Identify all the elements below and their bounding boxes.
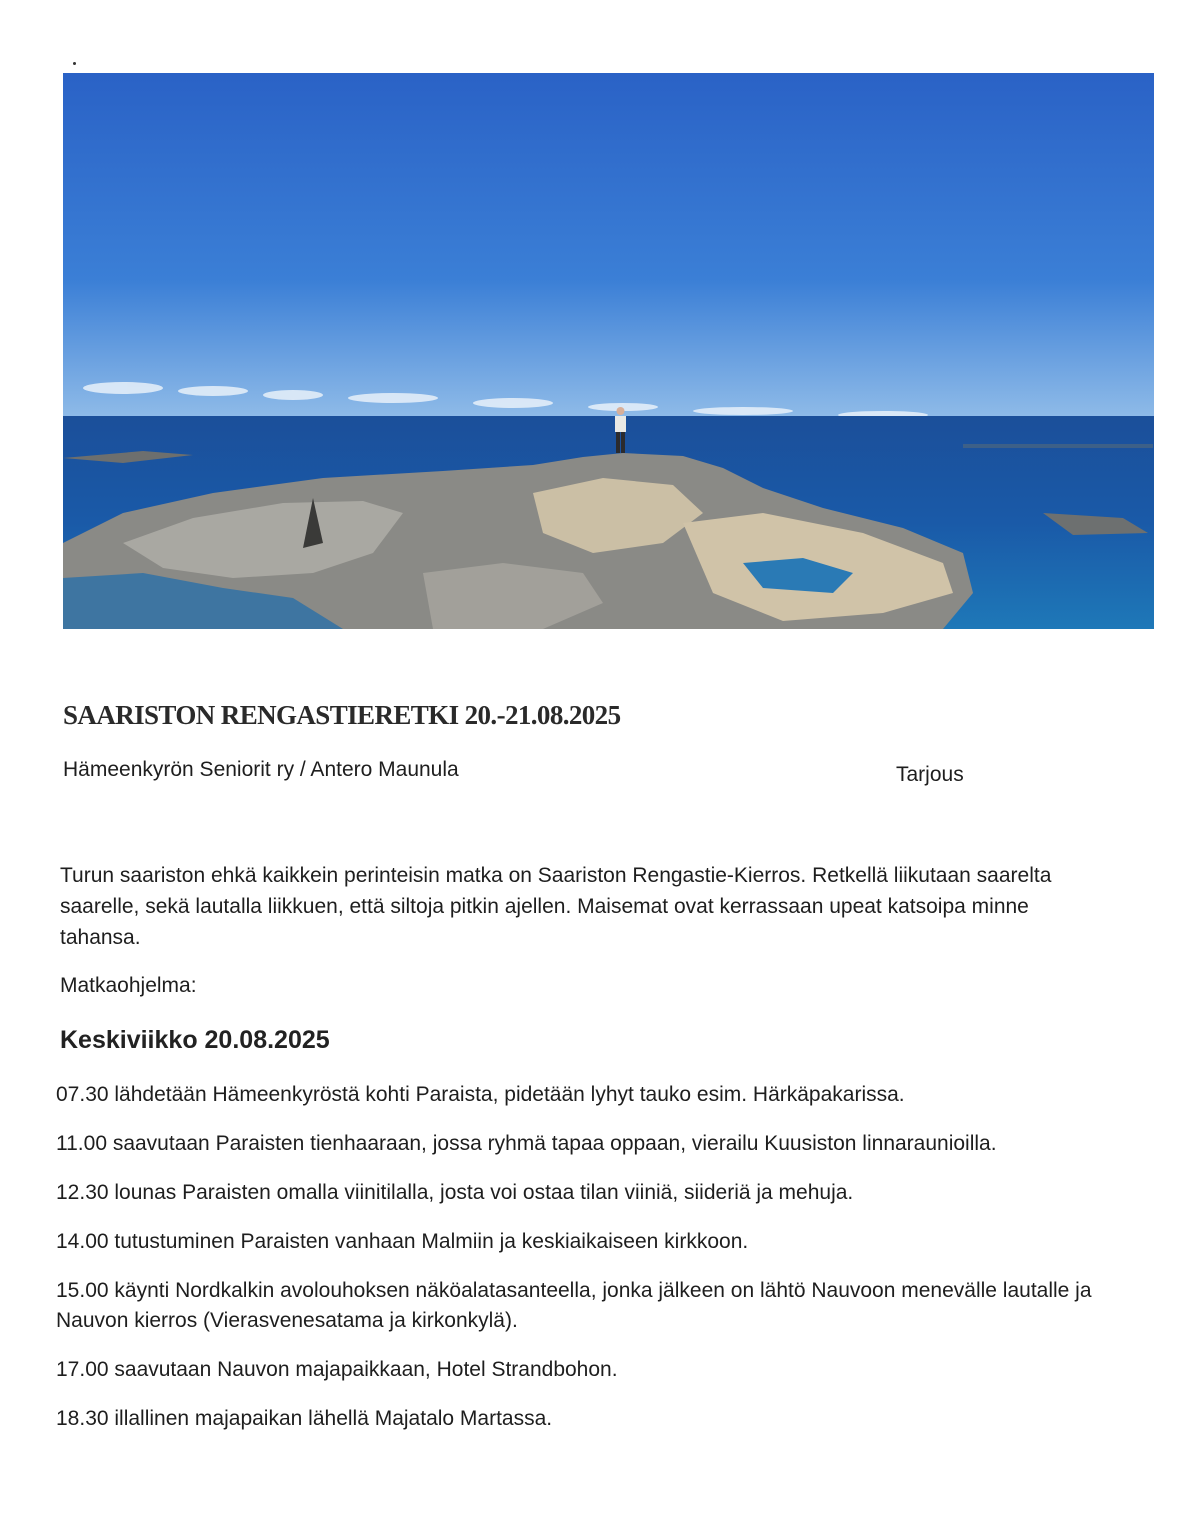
schedule-entry: 11.00 saavutaan Paraisten tienhaaraan, jossa ryhmä tapaa oppaan, vierailu Kuusiston linnaraunioilla. xyxy=(56,1132,997,1155)
intro-paragraph: Turun saariston ehkä kaikkein perinteisin matka on Saariston Rengastie-Kierros. Retkellä liikutaan saarelta saarelle, sekä lautalla liikkuen, että siltoja pitkin ajellen. Maisemat ovat kerrassaan upeat katsoipa minne tahansa. xyxy=(60,864,1052,949)
scan-speck xyxy=(73,62,76,65)
organizer-line: Hämeenkyrön Seniorit ry / Antero Maunula xyxy=(63,758,459,781)
program-label: Matkaohjelma: xyxy=(60,974,197,997)
archipelago-rock-photo xyxy=(63,73,1154,629)
schedule-entry: 18.30 illallinen majapaikan lähellä Majatalo Martassa. xyxy=(56,1407,553,1430)
offer-label: Tarjous xyxy=(896,763,964,786)
schedule-entry: 17.00 saavutaan Nauvon majapaikkaan, Hotel Strandbohon. xyxy=(56,1358,618,1381)
day-heading: Keskiviikko 20.08.2025 xyxy=(60,1026,330,1054)
schedule-entry: 15.00 käynti Nordkalkin avolouhoksen näköalatasanteella, jonka jälkeen on lähtö Nauvoon menevälle lautalle ja Nauvon kierros (Vierasvenesatama ja kirkonkylä). xyxy=(56,1279,1092,1332)
document-title: SAARISTON RENGASTIERETKI 20.-21.08.2025 xyxy=(63,700,621,730)
schedule-entry: 07.30 lähdetään Hämeenkyröstä kohti Paraista, pidetään lyhyt tauko esim. Härkäpakarissa. xyxy=(56,1083,905,1106)
schedule-entry: 12.30 lounas Paraisten omalla viinitilalla, josta voi ostaa tilan viiniä, siideriä ja mehuja. xyxy=(56,1181,854,1204)
schedule-entry: 14.00 tutustuminen Paraisten vanhaan Malmiin ja keskiaikaiseen kirkkoon. xyxy=(56,1230,749,1253)
schedule-list xyxy=(56,1080,1096,1453)
